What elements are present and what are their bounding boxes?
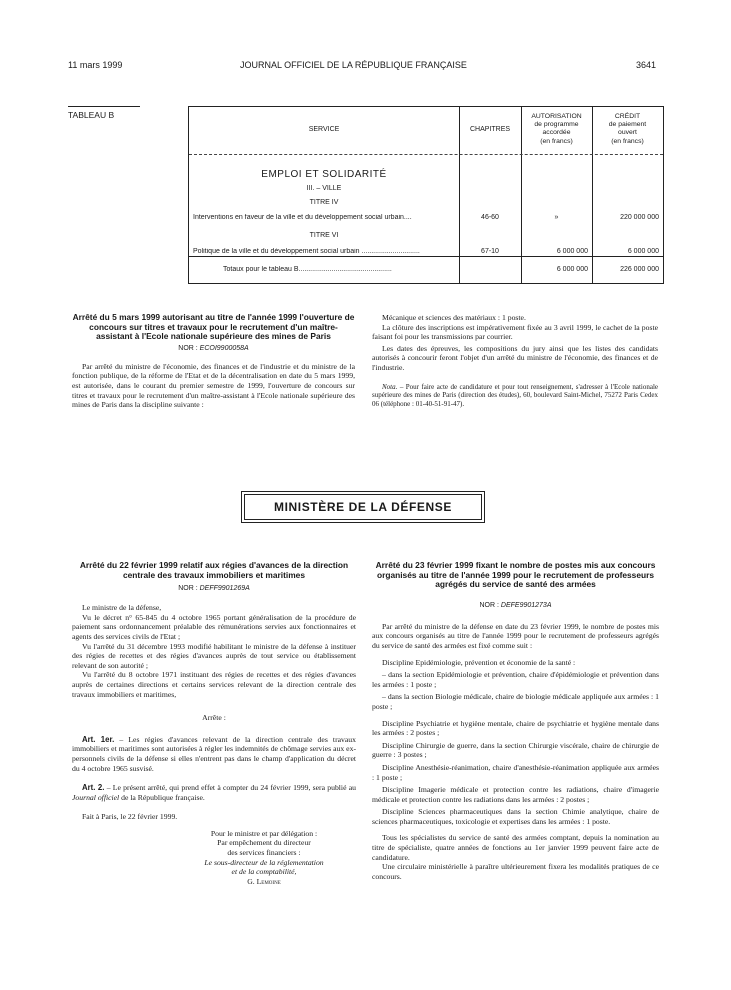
row2-service: Politique de la ville et du développement social urbain .............................. — [193, 248, 420, 255]
tableau-b — [188, 106, 664, 284]
row2-chapitre: 67-10 — [481, 248, 499, 255]
arrete-regies-p3: Vu l'arrêté du 31 décembre 1993 modifié habilitant le ministre de la défense à instituer des régies de recettes et des régies d'avances auprès de tout service ou établissement relevant de son autorité ; — [72, 641, 356, 670]
ministere-title: MINISTÈRE DE LA DÉFENSE — [273, 500, 453, 514]
arrete-regies-arrete: Arrête : — [202, 713, 226, 723]
page-date: 11 mars 1999 — [68, 60, 123, 70]
ministere-banner — [244, 494, 482, 520]
arrete-sante-p2: Discipline Epidémiologie, prévention et économie de la santé : — [382, 657, 576, 667]
arrete-sante-p7: Discipline Anesthésie-réanimation, chaire d'anesthésie-réanimation appliquée aux armées : 1 poste ; — [372, 762, 659, 782]
arrete-sante-p10: Tous les spécialistes du service de santé des armées comptant, depuis la nomination au titre de spécialiste, quatre années de fonctions au 1er janvier 1999 peuvent faire acte de candidature. — [372, 833, 659, 862]
total-label: Totaux pour le tableau B................................................ — [223, 266, 392, 273]
arrete-mines-body: Par arrêté du ministre de l'économie, des finances et de l'industrie et du ministre de la fonction publique, de la réforme de l'Etat et de la décentralisation en date du 5 mars 1999, est autorisée, dans le courant du premier semestre de 1999, l'ouverture de concours sur titres et travaux pour le recrutement d'un maître-assistant à l'Ecole nationale supérieure des mines de Paris dans la discipline suivante : — [72, 361, 355, 410]
row2-credit: 6 000 000 — [627, 248, 659, 255]
titre-vi-heading: TITRE VI — [309, 232, 339, 239]
arrete-sante-p1: Par arrêté du ministre de la défense en date du 23 février 1999, le nombre de postes mis aux concours organisés au titre de l'année 1999 pour le recrutement de professeurs agrégés du service de santé des armées est fixé comme suit : — [372, 621, 659, 650]
arrete-mines-cloture: La clôture des inscriptions est impérativement fixée au 3 avril 1999, le cachet de la poste faisant foi pour les transmissions par courrier. — [372, 322, 658, 342]
row1-chapitre: 46-60 — [481, 214, 499, 221]
arrete-sante-title: Arrêté du 23 février 1999 fixant le nombre de postes mis aux concours organisés au titre de l'année 1999 pour le recrutement de professeurs agrégés du service de santé des armées — [375, 560, 656, 590]
arrete-mines-title: Arrêté du 5 mars 1999 autorisant au titre de l'année 1999 l'ouverture de concours sur titres et travaux pour le recrutement d'un maître-assistant à l'Ecole nationale supérieure des mines de Paris — [72, 312, 355, 342]
arrete-sante-p4: – dans la section Biologie médicale, chaire de biologie médicale appliquée aux armées : 1 poste ; — [372, 692, 659, 711]
arrete-sante-p3: – dans la section Epidémiologie et prévention, chaire d'épidémiologie et prévention dans les armées : 1 poste ; — [372, 670, 659, 689]
ministry-heading: EMPLOI ET SOLIDARITÉ — [261, 169, 387, 180]
arrete-sante-p11: Une circulaire ministérielle à paraître ultérieurement fixera les modalités pratiques de ce concours. — [372, 862, 659, 881]
journal-title: JOURNAL OFFICIEL DE LA RÉPUBLIQUE FRANÇAISE — [240, 60, 467, 70]
arrete-sante-p6: Discipline Chirurgie de guerre, dans la section Chirurgie viscérale, chaire de chirurgie de guerre : 3 postes ; — [372, 740, 659, 760]
arrete-regies-art2: Art. 2. – Le présent arrêté, qui prend effet à compter du 24 février 1999, sera publié au Journal officiel de la République française. — [72, 783, 356, 802]
arrete-mines-nor: NOR : ECOI9900058A — [178, 344, 249, 352]
page-number: 3641 — [636, 60, 657, 70]
arrete-regies — [72, 561, 356, 886]
col-chapitres-header: CHAPITRES — [469, 126, 511, 133]
total-autorisation: 6 000 000 — [556, 266, 588, 273]
arrete-regies-p4: Vu l'arrêté du 8 octobre 1971 instituant des régies de recettes et des régies d'avances auprès de certaines directions et certains services relevant de la direction centrale des travaux immobiliers et maritimes, — [72, 670, 356, 699]
col-credit-header: CRÉDIT de paiement ouvert (en francs) — [608, 113, 647, 145]
section-heading: III. – VILLE — [306, 185, 342, 192]
arrete-sante-p9: Discipline Sciences pharmaceutiques dans la section Chimie analytique, chaire de sciences pharmaceutiques, toxicologie et expertises dans les armées : 1 poste. — [372, 807, 659, 826]
signatory: G. Lemoine — [247, 876, 281, 886]
arrete-mines — [72, 313, 355, 410]
total-credit: 226 000 000 — [620, 266, 659, 273]
arrete-sante — [372, 561, 659, 881]
tableau-label: TABLEAU B — [68, 110, 115, 120]
total-rule — [189, 256, 663, 257]
arrete-regies-p2: Vu le décret n° 65-845 du 4 octobre 1965 portant généralisation de la procédure de paiement sans ordonnancement préalable des rémunérations servies aux fonctionnaires et agents des services civils de l'Etat ; — [72, 612, 356, 641]
arrete-sante-nor: NOR : DEFE9901273A — [479, 601, 552, 609]
arrete-mines-nota: Nota. – Pour faire acte de candidature et pour tout renseignement, s'adresser à l'Ecole nationale supérieure des mines de Paris (direction des études), 60, boulevard Saint-Michel, 75272 Paris Cedex 06 (téléphone : 01-40-51-91-47). — [372, 382, 658, 409]
row1-autorisation: » — [554, 214, 559, 221]
col-service-header: SERVICE — [308, 126, 340, 133]
arrete-regies-art1: Art. 1er. – Les régies d'avances relevant de la direction centrale des travaux immobiliers et maritimes sont autorisées à régler les indemnités de chômage servies aux ex-personnels civils de la défense si elles n'entrent pas dans le champ d'application du décret du 4 octobre 1965 susvisé. — [72, 734, 356, 773]
arrete-regies-nor: NOR : DEFF9901269A — [178, 585, 250, 593]
arrete-regies-p1: Le ministre de la défense, — [82, 603, 162, 613]
signature-block: Pour le ministre et par délégation : Par empêchement du directeur des services financiers : Le sous-directeur de la réglementation et de la comptabilité, G. Lemoine — [172, 829, 356, 887]
arrete-mines-discipline: Mécanique et sciences des matériaux : 1 poste. — [382, 313, 526, 322]
arrete-regies-fait: Fait à Paris, le 22 février 1999. — [82, 812, 178, 822]
arrete-regies-title: Arrêté du 22 février 1999 relatif aux régies d'avances de la direction centrale des travaux immobiliers et maritimes — [79, 560, 349, 580]
arrete-sante-p5: Discipline Psychiatrie et hygiène mentale, chaire de psychiatrie et hygiène mentale dans les armées : 2 postes ; — [372, 718, 659, 738]
arrete-mines-dates: Les dates des épreuves, les compositions du jury ainsi que les listes des candidats autorisés à concourir feront l'objet d'un arrêté du ministre de l'économie, des finances et de l'industrie. — [372, 343, 658, 372]
titre-iv-heading: TITRE IV — [309, 199, 339, 206]
tableau-rule — [68, 106, 140, 107]
arrete-mines-continued — [372, 313, 658, 409]
header-rule — [189, 154, 663, 155]
row2-autorisation: 6 000 000 — [556, 248, 588, 255]
row1-credit: 220 000 000 — [620, 214, 659, 221]
col-autorisation-header: AUTORISATION de programme accordée (en francs) — [531, 113, 582, 145]
arrete-sante-p8: Discipline Imagerie médicale et protection contre les radiations, chaire d'imagerie médicale et protection contre les radiations dans les armées : 2 postes ; — [372, 785, 659, 804]
row1-service: Interventions en faveur de la ville et du développement social urbain.... — [193, 214, 412, 221]
